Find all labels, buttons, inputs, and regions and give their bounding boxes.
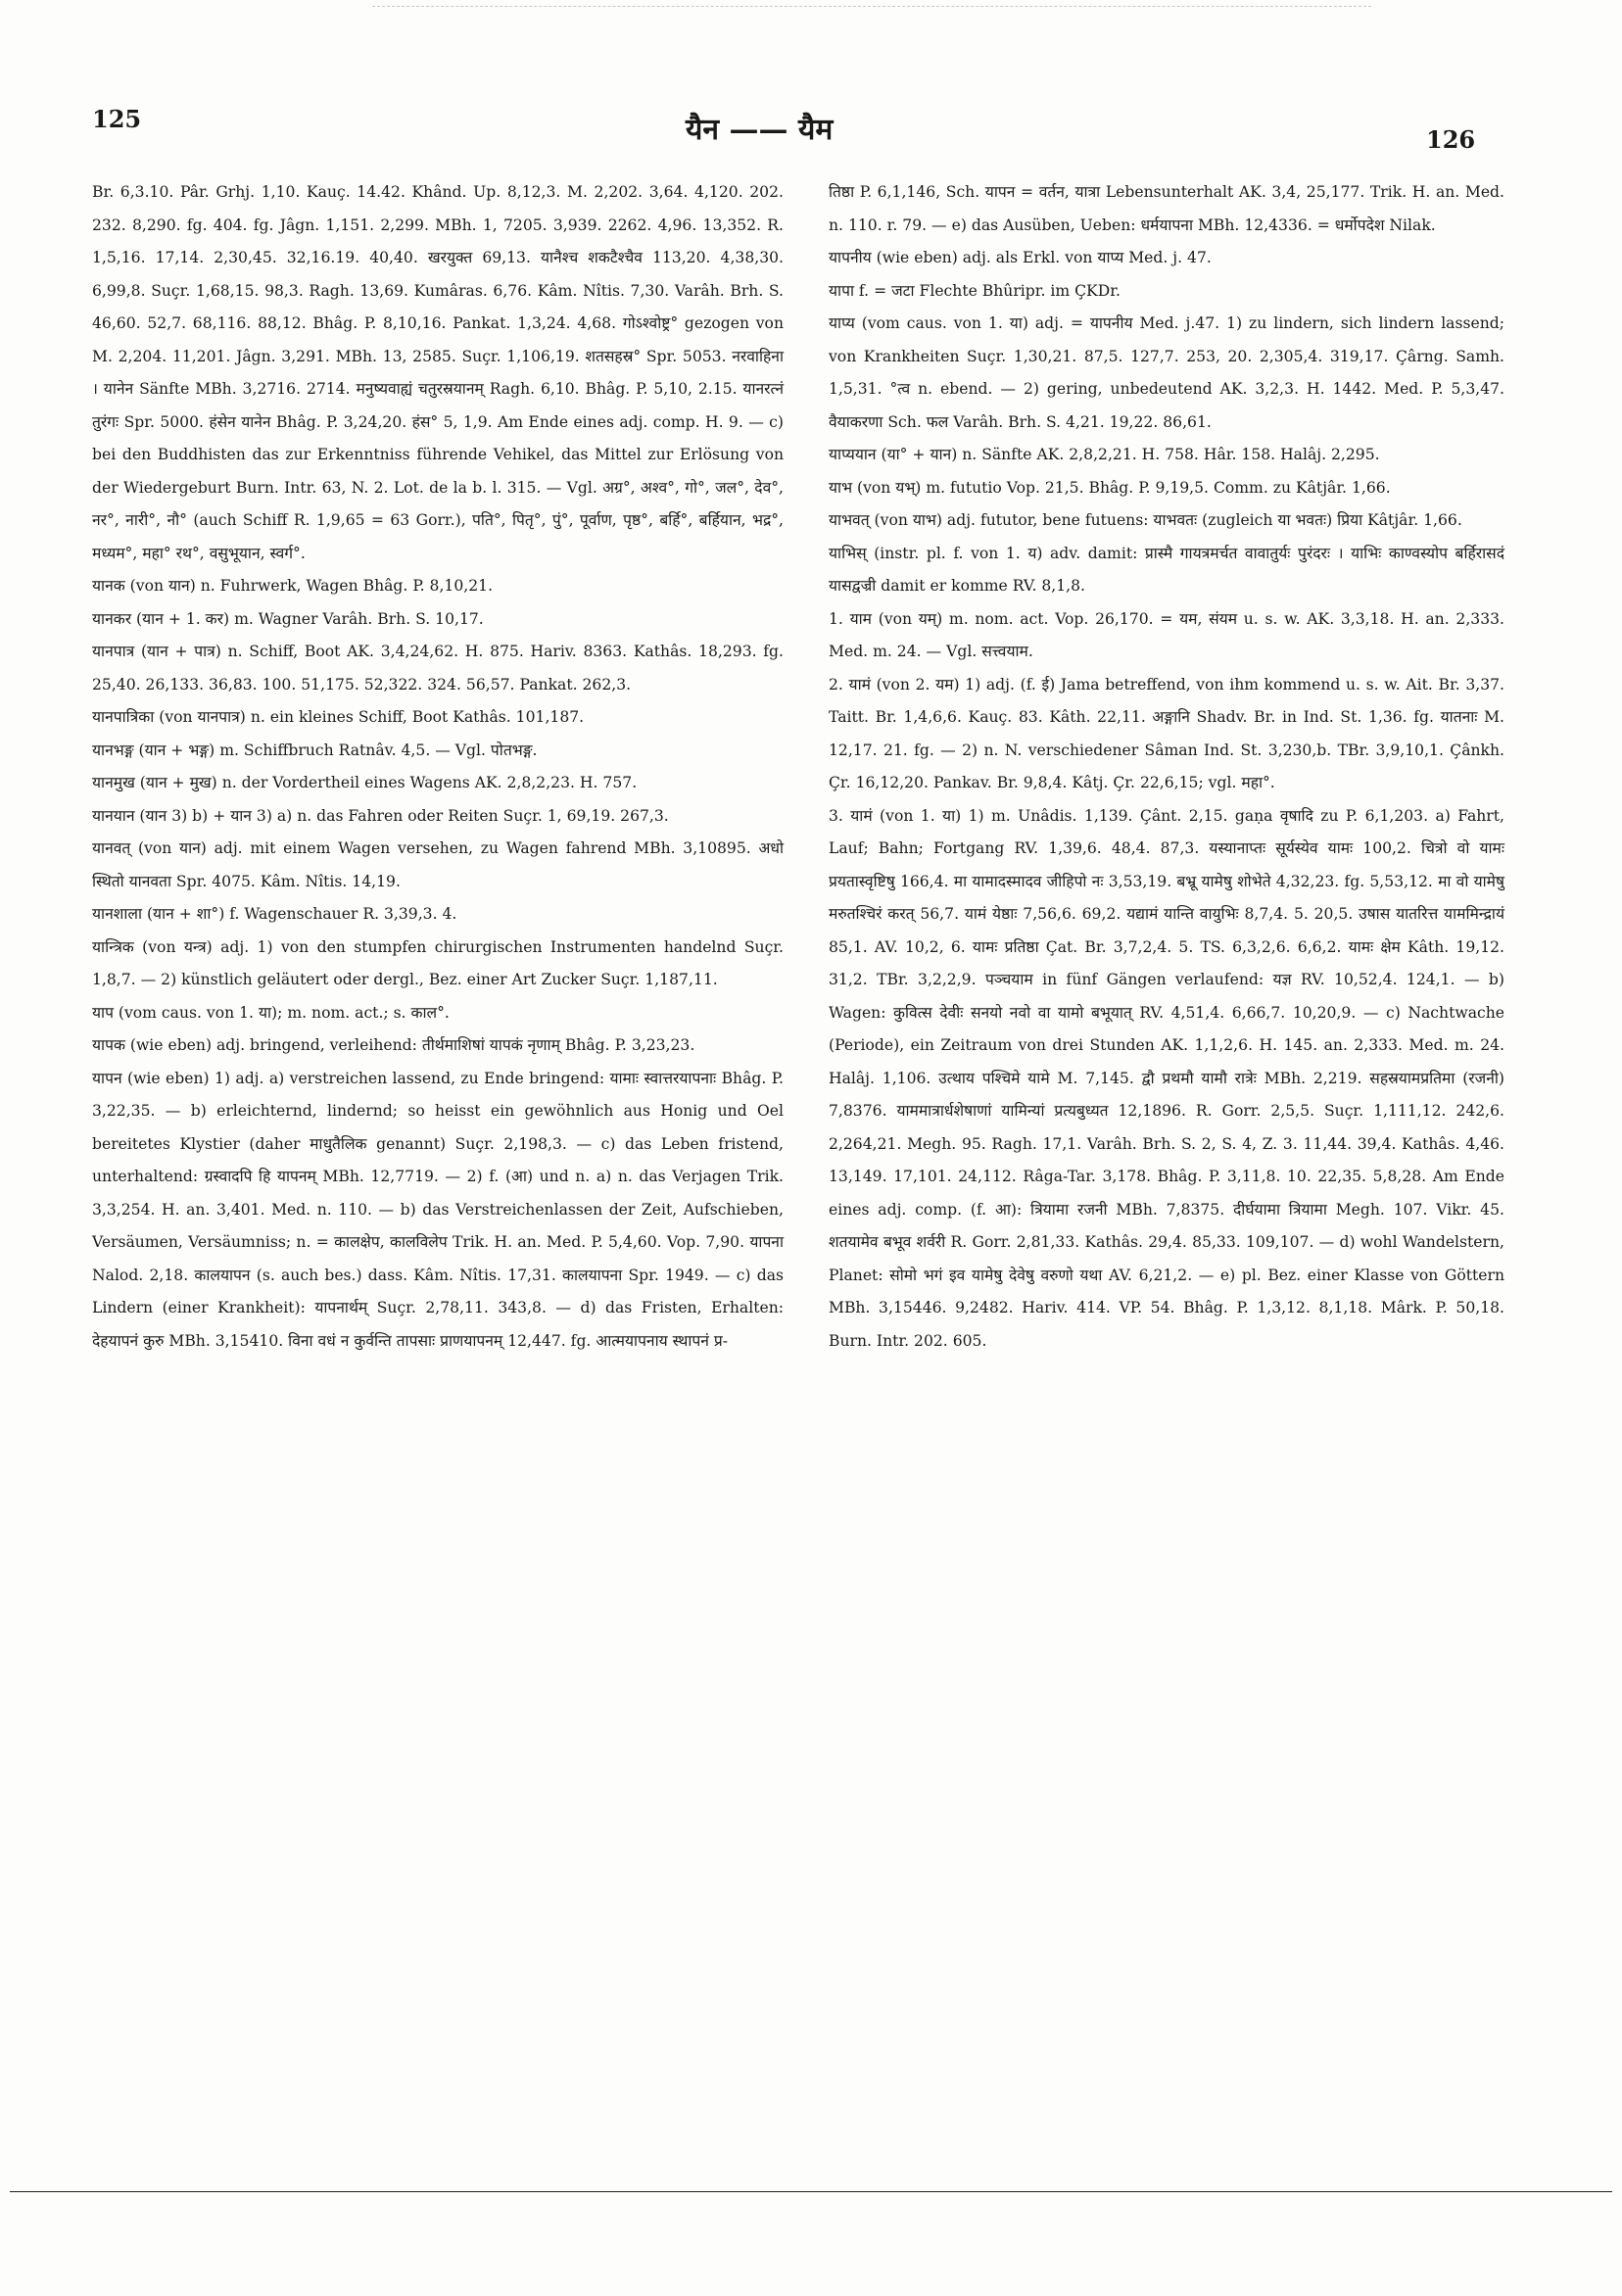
dictionary-entry: यापनीय (wie eben) adj. als Erkl. von याप्य Med. j. 47. (829, 249, 1212, 266)
dictionary-entry: यानक (von यान) n. Fuhrwerk, Wagen Bhâg. P. 8,10,21. (92, 577, 494, 595)
dictionary-entry: यानपात्र (यान + पात्र) n. Schiff, Boot AK. 3,4,24,62. H. 875. Hariv. 8363. Kathâs. 18,293. fg. 25,40. 26,133. 36,83. 100. 51,175. 52,322. 324. 56,57. Pankat. 262,3. (92, 643, 784, 694)
dictionary-entry: यानवत् (von यान) adj. mit einem Wagen versehen, zu Wagen fahrend MBh. 3,10895. अधो स्थितो यानवता Spr. 4075. Kâm. Nîtis. 14,19. (92, 839, 784, 890)
page-bottom-rule (10, 2191, 1612, 2192)
dictionary-entry: 2. यामं (von 2. यम) 1) adj. (f. ई) Jama betreffend, von ihm kommend u. s. w. Ait. Br. 3,37. Taitt. Br. 1,4,6,6. Kauç. 83. Kâth. 22,11. अङ्गानि Shadv. Br. in Ind. St. 1,36. fg. यातनाः M. 12,17. 21. fg. — 2) n. N. verschiedener Sâman Ind. St. 3,230,b. TBr. 3,9,10,1. Çânkh. Çr. 16,12,20. Pankav. Br. 9,8,4. Kâtj. Çr. 22,6,15; vgl. महा°. (829, 675, 1504, 791)
dictionary-entry: यान्त्रिक (von यन्त्र) adj. 1) von den stumpfen chirurgischen Instrumenten handelnd Suçr. 1,8,7. — 2) künstlich geläutert oder dergl., Bez. einer Art Zucker Suçr. 1,187,11. (92, 937, 784, 988)
dictionary-entry: 1. याम (von यम्) m. nom. act. Vop. 26,170. = यम, संयम u. s. w. AK. 3,3,18. H. an. 2,333. Med. m. 24. — Vgl. सत्त्वयाम. (829, 609, 1504, 660)
page-number-right: 126 (1426, 125, 1476, 154)
right-column (829, 176, 1504, 1358)
dictionary-entry: याभ (von यभ्) m. fututio Vop. 21,5. Bhâg. P. 9,19,5. Comm. zu Kâtjâr. 1,66. (829, 478, 1391, 497)
dictionary-entry: तिष्ठा P. 6,1,146, Sch. यापन = वर्तन, यात्रा Lebensunterhalt AK. 3,4, 25,177. Trik. H. an. Med. n. 110. r. 79. — e) das Ausüben, Ueben: धर्मयापना MBh. 12,4336. = धर्मोपदेश Nilak. (829, 183, 1504, 234)
dictionary-entry: याप्ययान (या° + यान) n. Sänfte AK. 2,8,2,21. H. 758. Hâr. 158. Halâj. 2,295. (829, 446, 1380, 463)
dictionary-entry: यापक (wie eben) adj. bringend, verleihend: तीर्थमाशिषां यापकं नृणाम् Bhâg. P. 3,23,23. (92, 1036, 695, 1054)
dictionary-entry: यानकर (यान + 1. कर) m. Wagner Varâh. Brh. S. 10,17. (92, 609, 484, 628)
dictionary-entry: याभिस् (instr. pl. f. von 1. य) adv. damit: प्रास्मै गायत्रमर्चत वावातुर्यः पुरंदरः । याभिः काण्वस्योप बर्हिरासदं यासद्वज्री damit er komme RV. 8,1,8. (829, 544, 1504, 595)
dictionary-entry: याप (vom caus. von 1. या); m. nom. act.; s. काल°. (92, 1003, 450, 1022)
dictionary-entry: याभवत् (von याभ) adj. fututor, bene futuens: याभवतः (zugleich या भवतः) प्रिया Kâtjâr. 1,66. (829, 511, 1462, 529)
running-head: यैन —— यैम (686, 113, 834, 147)
left-column (92, 176, 784, 1358)
dictionary-entry: यानशाला (यान + शा°) f. Wagenschauer R. 3,39,3. 4. (92, 905, 457, 923)
dictionary-entry: Br. 6,3.10. Pâr. Grhj. 1,10. Kauç. 14.42. Khând. Up. 8,12,3. M. 2,202. 3,64. 4,120. 202. 232. 8,290. fg. 404. fg. Jâgn. 1,151. 2,299. MBh. 1, 7205. 3,939. 2262. 4,96. 13,352. R. 1,5,16. 17,14. 2,30,45. 32,16.19. 40,40. खरयुक्त 69,13. यानैश्च शकटैश्चैव 113,20. 4,38,30. 6,99,8. Suçr. 1,68,15. 98,3. Ragh. 13,69. Kumâras. 6,76. Kâm. Nîtis. 7,30. Varâh. Brh. S. 46,60. 52,7. 68,116. 88,12. Bhâg. P. 8,10,16. Pankat. 1,3,24. 4,68. गोऽश्वोष्ट्र° gezogen von M. 2,204. 11,201. Jâgn. 3,291. MBh. 13, 2585. Suçr. 1,106,19. शतसहस्र° Spr. 5053. नरवाहिना । यानेन Sänfte MBh. 3,2716. 2714. मनुष्यवाह्यं चतुरस्रयानम् Ragh. 6,10. Bhâg. P. 5,10, 2.15. यानरत्नं तुरंगः Spr. 5000. हंसेन यानेन Bhâg. P. 3,24,20. हंस° 5, 1,9. Am Ende eines adj. comp. H. 9. — c) bei den Buddhisten das zur Erkenntniss führende Vehikel, das Mittel zur Erlösung von der Wiedergeburt Burn. Intr. 63, N. 2. Lot. de la b. l. 315. — Vgl. अग्र°, अश्व°, गो°, जल°, देव°, नर°, नारी°, नौ° (auch Schiff R. 1,9,65 = 63 Gorr.), पति°, पितृ°, पुं°, पूर्वाण, पृष्ठ°, बर्हि°, बर्हियान, भद्र°, मध्यम°, महा° रथ°, वसुभूयान, स्वर्ग°. (92, 183, 784, 562)
dictionary-entry: यानमुख (यान + मुख) n. der Vordertheil eines Wagens AK. 2,8,2,23. H. 757. (92, 774, 638, 791)
dictionary-entry: यानयान (यान 3) b) + यान 3) a) n. das Fahren oder Reiten Suçr. 1, 69,19. 267,3. (92, 806, 669, 825)
dictionary-entry: यानपात्रिका (von यानपात्र) n. ein kleines Schiff, Boot Kathâs. 101,187. (92, 708, 585, 726)
dictionary-entry: यापन (wie eben) 1) adj. a) verstreichen lassend, zu Ende bringend: यामाः स्वात्तरयापनाः Bhâg. P. 3,22,35. — b) erleichternd, lindernd; so heisst ein gewöhnlich aus Honig und Oel bereitetes Klystier (daher माधुतैलिक genannt) Suçr. 2,198,3. — c) das Leben fristend, unterhaltend: ग्रस्वादपि हि यापनम् MBh. 12,7719. — 2) f. (आ) und n. a) n. das Verjagen Trik. 3,3,254. H. an. 3,401. Med. n. 110. — b) das Verstreichenlassen der Zeit, Aufschieben, Versäumen, Versäumniss; n. = कालक्षेप, कालविलेप Trik. H. an. Med. P. 5,4,60. Vop. 7,90. यापना Nalod. 2,18. कालयापन (s. auch bes.) dass. Kâm. Nîtis. 17,31. कालयापना Spr. 1949. — c) das Lindern (einer Krankheit): यापनार्थम् Suçr. 2,78,11. 343,8. — d) das Fristen, Erhalten: देहयापनं कुरु MBh. 3,15410. विना वधं न कुर्वन्ति तापसाः प्राणयापनम् 12,447. fg. आत्मयापनाय स्थापनं प्र- (92, 1069, 784, 1350)
dictionary-entry: 3. यामं (von 1. या) 1) m. Unâdis. 1,139. Çânt. 2,15. gaṇa वृषादि zu P. 6,1,203. a) Fahrt, Lauf; Bahn; Fortgang RV. 1,39,6. 48,4. 87,3. यस्यानाप्तः सूर्यस्येव यामः 100,2. चित्रो वो यामः प्रयतास्वृष्टिषु 166,4. मा यामादस्मादव जीहिपो नः 3,53,19. बभ्रू यामेषु शोभेते 4,32,23. fg. 5,53,12. मा वो यामेषु मरुतश्चिरं करत् 56,7. यामं येष्ठाः 7,56,6. 69,2. यद्यामं यान्ति वायुभिः 8,7,4. 5. 20,5. उषास यातरित्त याममिन्द्रायं 85,1. AV. 10,2, 6. यामः प्रतिष्ठा Çat. Br. 3,7,2,4. 5. TS. 6,3,2,6. 6,6,2. यामः क्षेम Kâth. 19,12. 31,2. TBr. 3,2,2,9. पञ्चयाम in fünf Gängen verlaufend: यज्ञ RV. 10,52,4. 124,1. — b) Wagen: कुवित्स देवीः सनयो नवो वा यामो बभूयात् RV. 4,51,4. 6,66,7. 10,20,9. — c) Nachtwache (Periode), ein Zeitraum von drei Stunden AK. 1,1,2,6. H. 145. an. 2,333. Med. m. 24. Halâj. 1,106. उत्थाय पश्चिमे यामे M. 7,145. द्वौ प्रथमौ यामौ रात्रेः MBh. 2,219. सहस्रयामप्रतिमा (रजनी) 7,8376. याममात्रार्धशेषाणां यामिन्यां प्रत्यबुध्यत 12,1896. R. Gorr. 2,5,5. Suçr. 1,111,12. 242,6. 2,264,21. Megh. 95. Ragh. 17,1. Varâh. Brh. S. 2, S. 4, Z. 3. 11,44. 39,4. Kathâs. 4,46. 13,149. 17,101. 24,112. Râga-Tar. 3,178. Bhâg. P. 3,11,8. 10. 22,35. 5,8,28. Am Ende eines adj. comp. (f. आ): त्रियामा रजनी MBh. 7,8375. दीर्घयामा त्रियामा Megh. 107. Vikr. 45. शतयामेव बभूव शर्वरी R. Gorr. 2,81,33. Kathâs. 29,4. 85,33. 109,107. — d) wohl Wandelstern, Planet: सोमो भगं इव यामेषु देवेषु वरुणो यथा AV. 6,21,2. — e) pl. Bez. einer Klasse von Göttern MBh. 3,15446. 9,2482. Hariv. 414. VP. 54. Bhâg. P. 1,3,12. 8,1,18. Mârk. P. 50,18. Burn. Intr. 202. 605. (829, 806, 1504, 1350)
scan-top-edge (372, 6, 1371, 7)
dictionary-entry: यापा f. = जटा Flechte Bhûripr. im ÇKDr. (829, 281, 1121, 300)
dictionary-entry: याप्य (vom caus. von 1. या) adj. = यापनीय Med. j.47. 1) zu lindern, sich lindern lassend; von Krankheiten Suçr. 1,30,21. 87,5. 127,7. 253, 20. 2,305,4. 319,17. Çârng. Samh. 1,5,31. °त्व n. ebend. — 2) gering, unbedeutend AK. 3,2,3. H. 1442. Med. P. 5,3,47. वैयाकरणा Sch. फल Varâh. Brh. S. 4,21. 19,22. 86,61. (829, 314, 1504, 431)
dictionary-entry: यानभङ्ग (यान + भङ्ग) m. Schiffbruch Ratnâv. 4,5. — Vgl. पोतभङ्ग. (92, 741, 538, 759)
page-number-left: 125 (92, 105, 142, 133)
